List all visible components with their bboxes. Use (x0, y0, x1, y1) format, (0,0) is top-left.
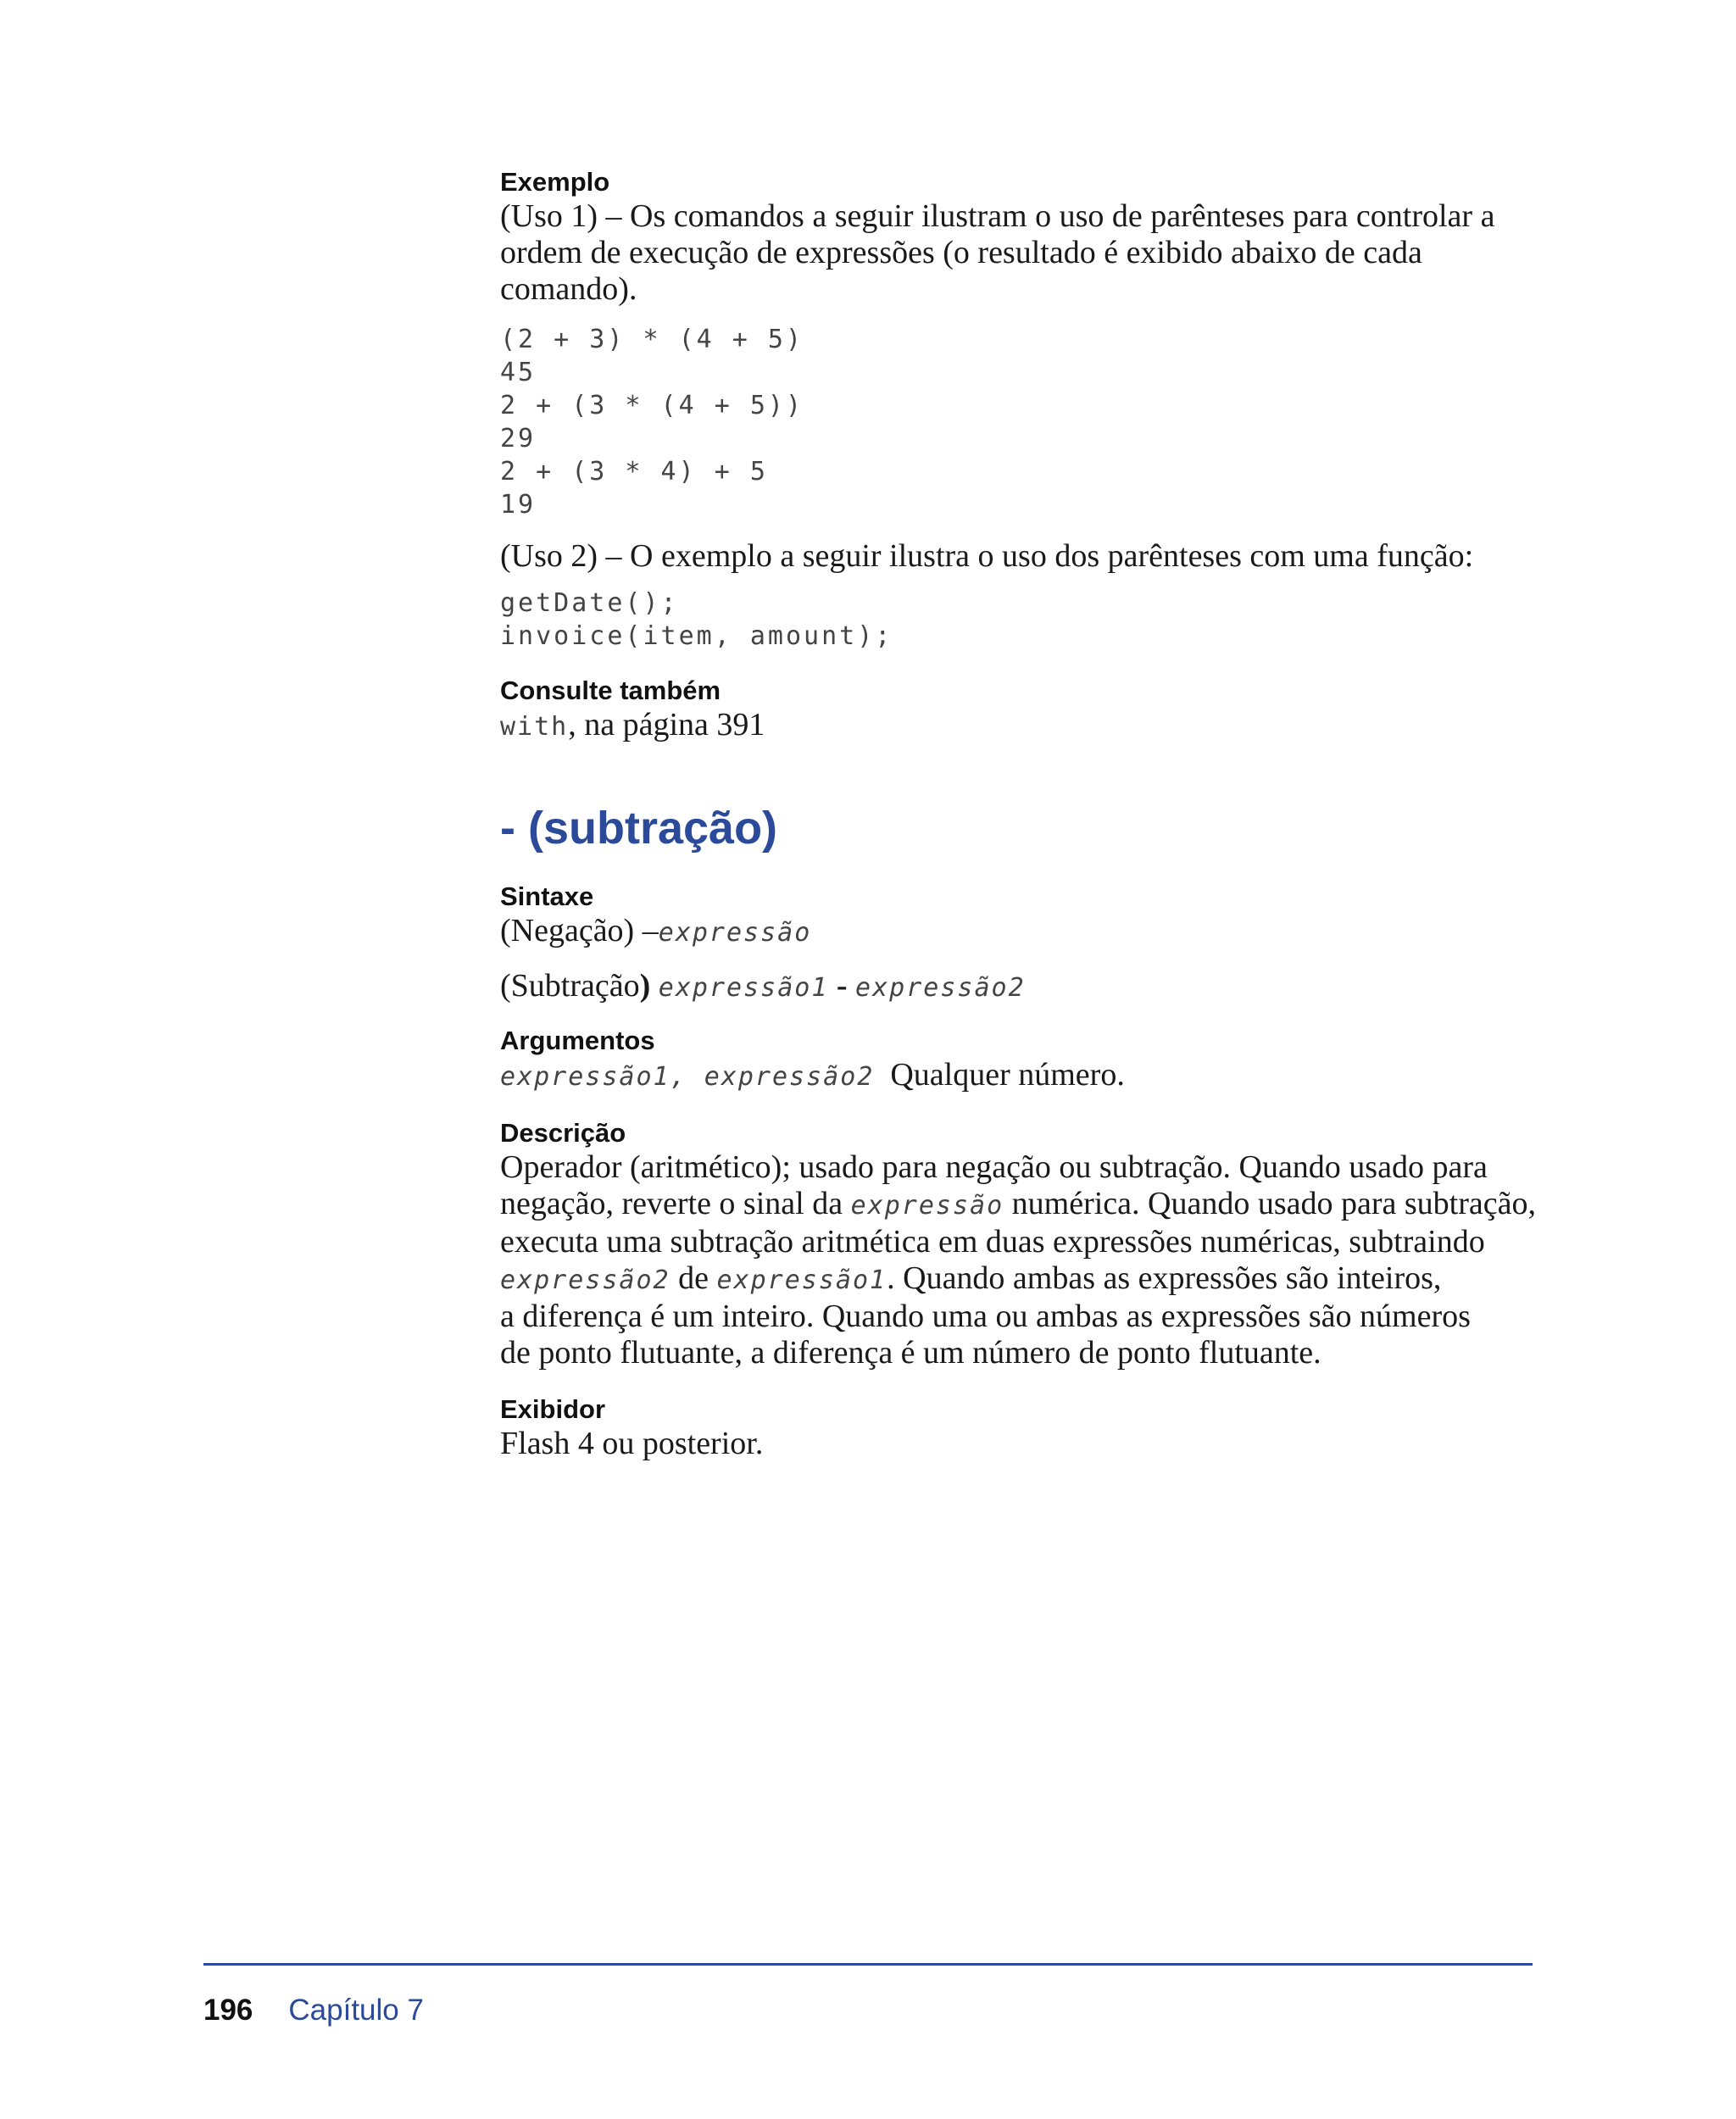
description-line: Operador (aritmético); usado para negação ou subtração. Quando usado para (500, 1149, 1488, 1185)
code-line: 2 + (3 * (4 + 5)) (500, 391, 804, 420)
footer-divider (203, 1963, 1533, 1966)
code-line: getDate(); (500, 588, 679, 618)
description-text: numérica. Quando usado para subtração, (1004, 1186, 1536, 1221)
code-line: 45 (500, 358, 537, 387)
page-number: 196 (203, 1994, 253, 2027)
see-also-page-ref[interactable]: , na página 391 (568, 707, 765, 742)
see-also-label: Consulte também (500, 676, 721, 705)
description-text: . Quando ambas as expressões são inteiros, (887, 1260, 1442, 1296)
syntax-negation-prefix: (Negação) – (500, 913, 659, 948)
arguments-text (500, 1057, 1551, 1095)
arguments-description: Qualquer número. (890, 1057, 1125, 1093)
player-text: Flash 4 ou posterior. (500, 1426, 764, 1461)
description-code: expressão (850, 1191, 1004, 1221)
description-line (500, 1260, 1551, 1299)
description-paragraph (500, 1149, 1551, 1371)
example-uso1-line2: ordem de execução de expressões (o resultado é exibido abaixo de cada comando). (500, 235, 1422, 307)
syntax-label: Sintaxe (500, 882, 594, 911)
code-line: 29 (500, 424, 537, 453)
player-label: Exibidor (500, 1394, 606, 1424)
see-also-text (500, 707, 1551, 745)
page-content (500, 166, 1551, 1462)
description-label: Descrição (500, 1118, 626, 1148)
description-line: de ponto flutuante, a diferença é um número de ponto flutuante. (500, 1335, 1321, 1371)
example-uso2: (Uso 2) – O exemplo a seguir ilustra o uso dos parênteses com uma função: (500, 538, 1474, 574)
arguments-code: expressão1, expressão2 (500, 1062, 875, 1092)
example-uso1-line1: (Uso 1) – Os comandos a seguir ilustram o uso de parênteses para controlar a (500, 198, 1495, 234)
syntax-negation-expr: expressão (658, 918, 812, 948)
chapter-label: Capítulo 7 (288, 1994, 424, 2027)
syntax-negation (500, 913, 1551, 951)
example-label: Exemplo (500, 167, 610, 197)
description-line: executa uma subtração aritmética em duas expressões numéricas, subtraindo (500, 1224, 1485, 1260)
description-text: de (670, 1260, 717, 1296)
arguments-label: Argumentos (500, 1026, 655, 1055)
syntax-subtraction-paren: ) (639, 968, 651, 1004)
code-line: 2 + (3 * 4) + 5 (500, 457, 768, 487)
syntax-subtraction-op: - (836, 968, 848, 1004)
code-block-2 (500, 587, 1551, 653)
code-line: 19 (500, 490, 537, 520)
code-line: (2 + 3) * (4 + 5) (500, 325, 804, 354)
syntax-subtraction-expr1: expressão1 (658, 973, 829, 1003)
description-line: a diferença é um inteiro. Quando uma ou ambas as expressões são números (500, 1299, 1471, 1334)
page-footer (203, 1994, 424, 2027)
syntax-subtraction-prefix: (Subtração (500, 968, 640, 1004)
see-also-code[interactable]: with (500, 712, 569, 742)
syntax-subtraction-expr2: expressão2 (855, 973, 1026, 1003)
description-line (500, 1186, 1551, 1224)
code-block-1 (500, 323, 1551, 521)
code-line: invoice(item, amount); (500, 621, 893, 651)
syntax-subtraction (500, 968, 1551, 1006)
description-text: negação, reverte o sinal da (500, 1186, 851, 1221)
description-code: expressão1 (716, 1265, 887, 1295)
description-code: expressão2 (500, 1265, 670, 1295)
section-title: - (subtração) (500, 803, 778, 854)
